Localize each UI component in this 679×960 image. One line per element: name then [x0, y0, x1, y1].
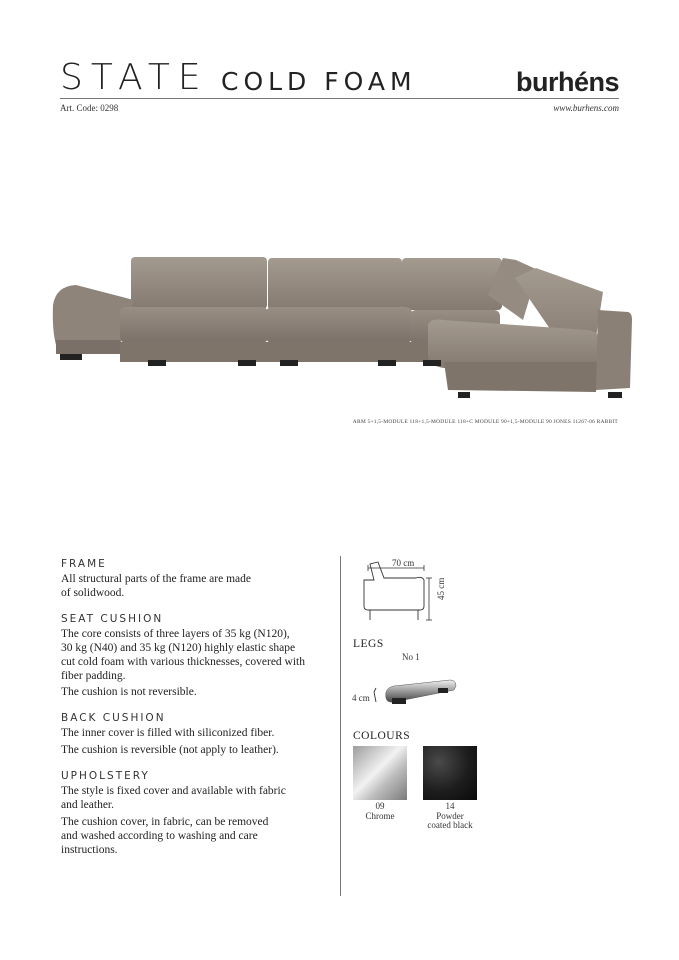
upholstery-text-1: The style is fixed cover and available with fabric	[61, 785, 286, 797]
legs-model: No 1	[402, 652, 420, 662]
black-code: 14	[445, 801, 455, 811]
frame-heading: FRAME	[61, 558, 107, 570]
upholstery-text-2: and leather.	[61, 799, 115, 811]
black-name-2: coated black	[427, 820, 473, 830]
product-subtitle: COLD FOAM	[221, 67, 417, 96]
upholstery-text-3: The cushion cover, in fabric, can be removed	[61, 816, 269, 828]
seat-cushion-note: The cushion is not reversible.	[61, 686, 197, 698]
website-link[interactable]: www.burhens.com	[553, 103, 619, 113]
back-cushion-text-1: The inner cover is filled with siliconized fiber.	[61, 727, 275, 739]
back-cushion-3	[402, 258, 502, 310]
brand-logo: burhéns	[515, 67, 619, 97]
upholstery-heading: UPHOLSTERY	[61, 770, 150, 782]
legs-height: 4 cm	[352, 693, 370, 703]
product-title: STATE	[60, 57, 209, 98]
seat-cushion-text-3: cut cold foam with various thicknesses, covered with	[61, 656, 305, 668]
upholstery-text-4: and washed according to washing and care	[61, 830, 258, 842]
header-divider	[60, 98, 619, 99]
chrome-name: Chrome	[365, 811, 395, 821]
black-swatch[interactable]	[423, 746, 477, 800]
chrome-swatch[interactable]	[353, 746, 407, 800]
seat-cushion-text-2: 30 kg (N40) and 35 kg (N120) highly elastic shape	[61, 642, 296, 654]
column-divider	[340, 556, 341, 896]
seat-cushion-text-1: The core consists of three layers of 35 kg (N120),	[61, 628, 290, 640]
leg-icon	[372, 676, 458, 708]
art-code: Art. Code: 0298	[60, 103, 119, 113]
depth-dimension: 70 cm	[392, 558, 415, 568]
back-cushion-heading: BACK CUSHION	[61, 712, 166, 724]
back-cushion-text-2: The cushion is reversible (not apply to leather).	[61, 744, 279, 756]
sofa-image	[48, 250, 634, 410]
frame-text-2: of solidwood.	[61, 587, 125, 599]
legs-heading: LEGS	[353, 638, 384, 650]
upholstery-text-5: instructions.	[61, 844, 118, 856]
back-cushion-1	[131, 257, 267, 309]
back-cushion-2	[268, 258, 402, 310]
black-name-1: Powder	[436, 811, 464, 821]
frame-text-1: All structural parts of the frame are made	[61, 573, 251, 585]
seat-cushion-2	[266, 307, 412, 343]
right-arm	[596, 310, 632, 390]
colours-heading: COLOURS	[353, 730, 411, 742]
seat-cushion-text-4: fiber padding.	[61, 670, 126, 682]
chrome-code: 09	[375, 801, 385, 811]
height-dimension: 45 cm	[436, 577, 446, 600]
image-caption: ARM 5+1,5-MODULE 118+1,5-MODULE 118+C MODULE 90+1,5-MODULE 90 JONES 11267-06 RABBIT	[352, 419, 618, 425]
seat-cushion-heading: SEAT CUSHION	[61, 613, 164, 625]
seat-cushion-1	[120, 307, 268, 343]
